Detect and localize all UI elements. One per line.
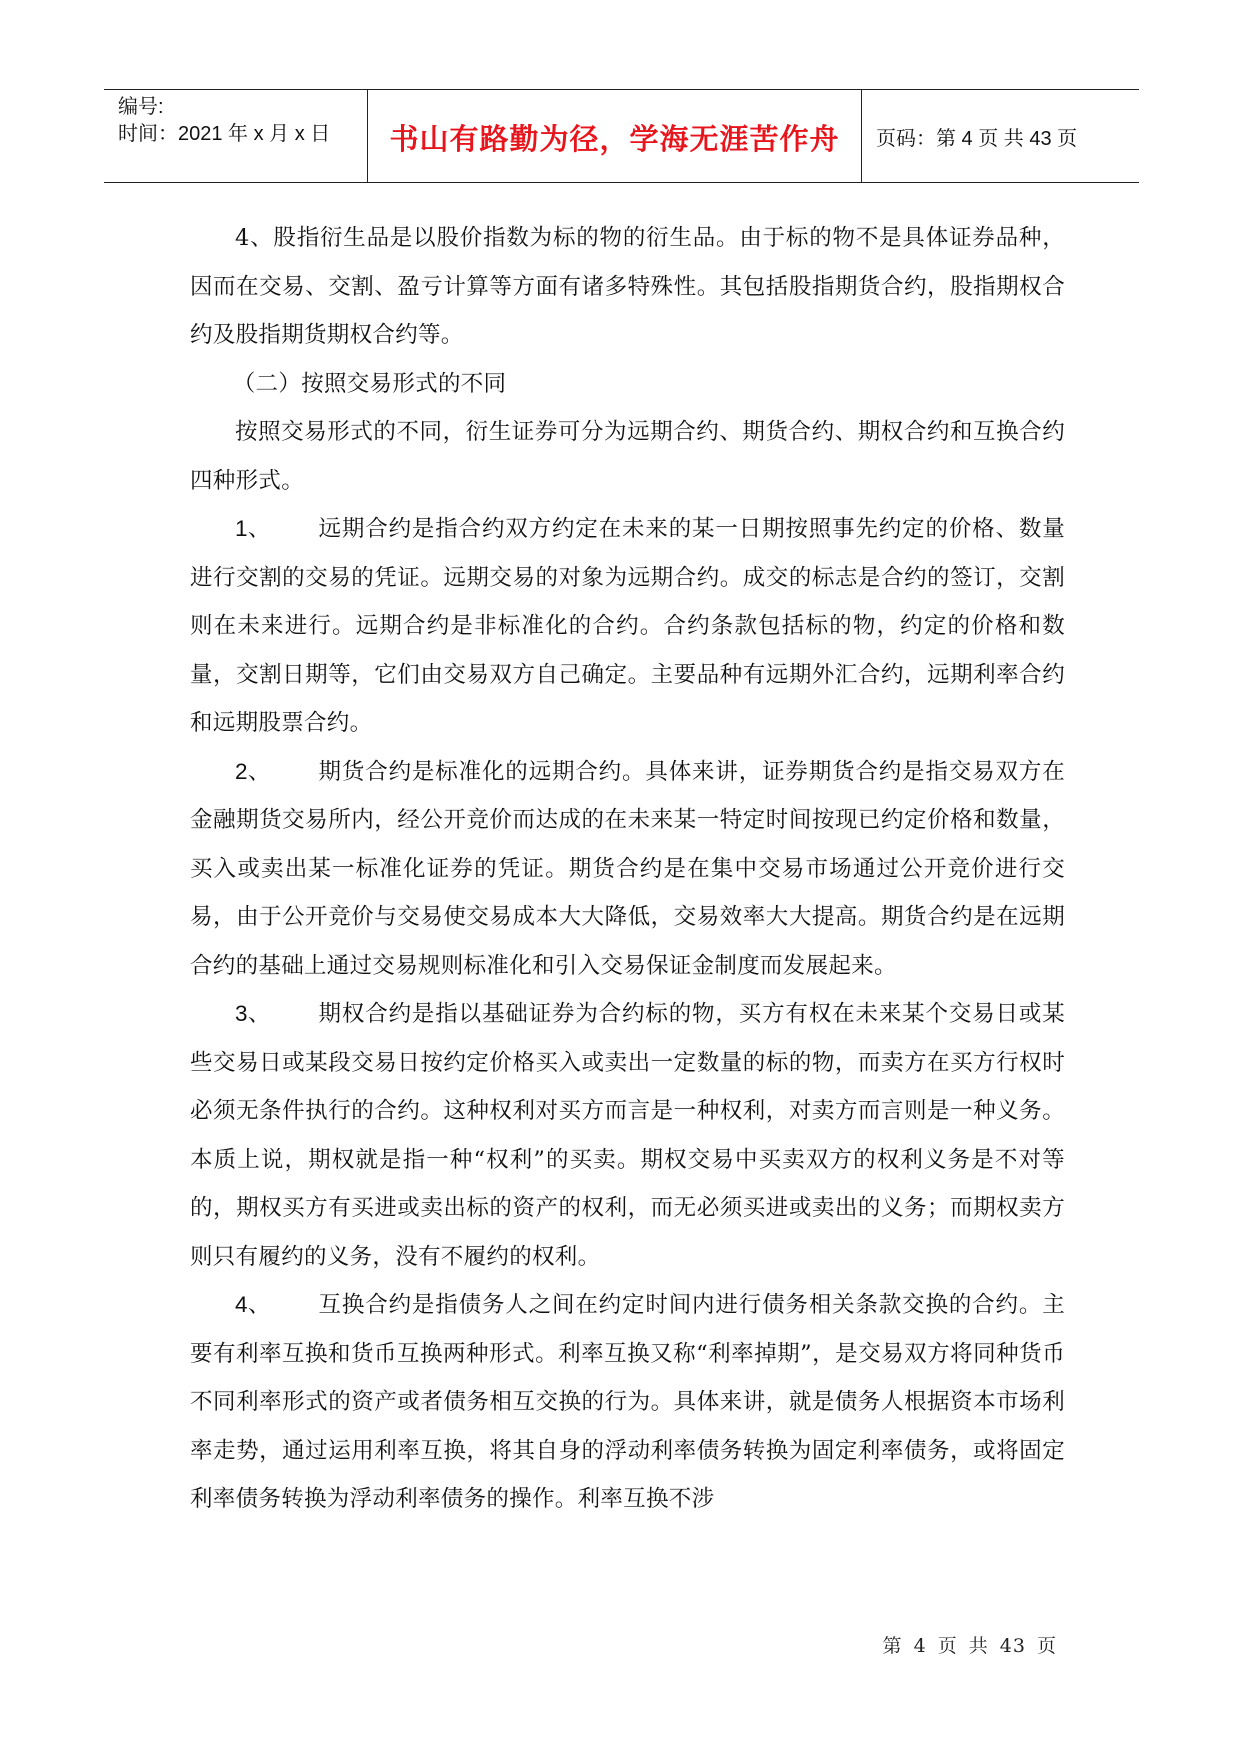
header-motto-cell bbox=[368, 90, 862, 182]
item-number: 4、 bbox=[235, 1292, 271, 1317]
paragraph-text: 互换合约是指债务人之间在约定时间内进行债务相关条款交换的合约。主要有利率互换和货币互换两种形式。利率互换又称“利率掉期”，是交易双方将同种货币不同利率形式的资产或者债务相互交换的行为。具体来讲，就是债务人根据资本市场利率走势，通过运用利率互换，将其自身的浮动利率债务转换为固定利率债务，或将固定利率债务转换为浮动利率债务的操作。利率互换不涉 bbox=[190, 1292, 1065, 1512]
item-number: 1、 bbox=[235, 516, 271, 541]
paragraph-text: 远期合约是指合约双方约定在未来的某一日期按照事先约定的价格、数量进行交割的交易的凭证。远期交易的对象为远期合约。成交的标志是合约的签订，交割则在未来进行。远期合约是非标准化的合约。合约条款包括标的物，约定的价格和数量，交割日期等，它们由交易双方自己确定。主要品种有远期外汇合约，远期利率合约和远期股票合约。 bbox=[190, 516, 1065, 736]
item-number: 2、 bbox=[235, 758, 271, 784]
paragraph-text: 期货合约是标准化的远期合约。具体来讲，证券期货合约是指交易双方在金融期货交易所内，经公开竞价而达成的在未来某一特定时间按现已约定价格和数量，买入或卖出某一标准化证券的凭证。期货合约是在集中交易市场通过公开竞价进行交易，由于公开竞价与交易使交易成本大大降低，交易效率大大提高。期货合约是在远期合约的基础上通过交易规则标准化和引入交易保证金制度而发展起来。 bbox=[190, 758, 1065, 979]
paragraph-swap-contract bbox=[190, 1281, 1065, 1524]
item-number: 3、 bbox=[235, 1001, 271, 1026]
header-page-cell bbox=[862, 90, 1139, 182]
header-motto: 书山有路勤为径，学海无涯苦作舟 bbox=[389, 121, 840, 156]
paragraph-text: 期权合约是指以基础证券为合约标的物，买方有权在未来某个交易日或某些交易日或某段交易日按约定价格买入或卖出一定数量的标的物，而卖方在买方行权时必须无条件执行的合约。这种权利对买方而言是一种权利，对卖方而言则是一种义务。本质上说，期权就是指一种“权利”的买卖。期权交易中买卖双方的权利义务是不对等的，期权买方有买进或卖出标的资产的权利，而无必须买进或卖出的义务；而期权卖方则只有履约的义务，没有不履约的权利。 bbox=[190, 1001, 1065, 1270]
paragraph-futures-contract bbox=[190, 748, 1065, 991]
document-body bbox=[190, 214, 1065, 1524]
section-heading-trading-form: （二）按照交易形式的不同 bbox=[232, 370, 507, 397]
header-page-info: 页码：第 4 页 共 43 页 bbox=[876, 127, 1078, 150]
document-time-label: 时间：2021 年 x 月 x 日 bbox=[118, 123, 331, 145]
document-number-label: 编号: bbox=[118, 96, 164, 118]
paragraph-forward-contract bbox=[190, 505, 1065, 748]
header-meta-cell bbox=[104, 90, 368, 182]
document-header bbox=[104, 89, 1139, 183]
paragraph-stock-index-derivatives: 4、股指衍生品是以股价指数为标的物的衍生品。由于标的物不是具体证券品种，因而在交易、交割、盈亏计算等方面有诸多特殊性。其包括股指期货合约，股指期权合约及股指期货期权合约等。 bbox=[190, 225, 1065, 348]
page-footer: 第 4 页 共 43 页 bbox=[882, 1635, 1057, 1657]
paragraph-option-contract bbox=[190, 990, 1065, 1281]
paragraph-trading-form-intro: 按照交易形式的不同，衍生证券可分为远期合约、期货合约、期权合约和互换合约四种形式。 bbox=[190, 419, 1065, 494]
